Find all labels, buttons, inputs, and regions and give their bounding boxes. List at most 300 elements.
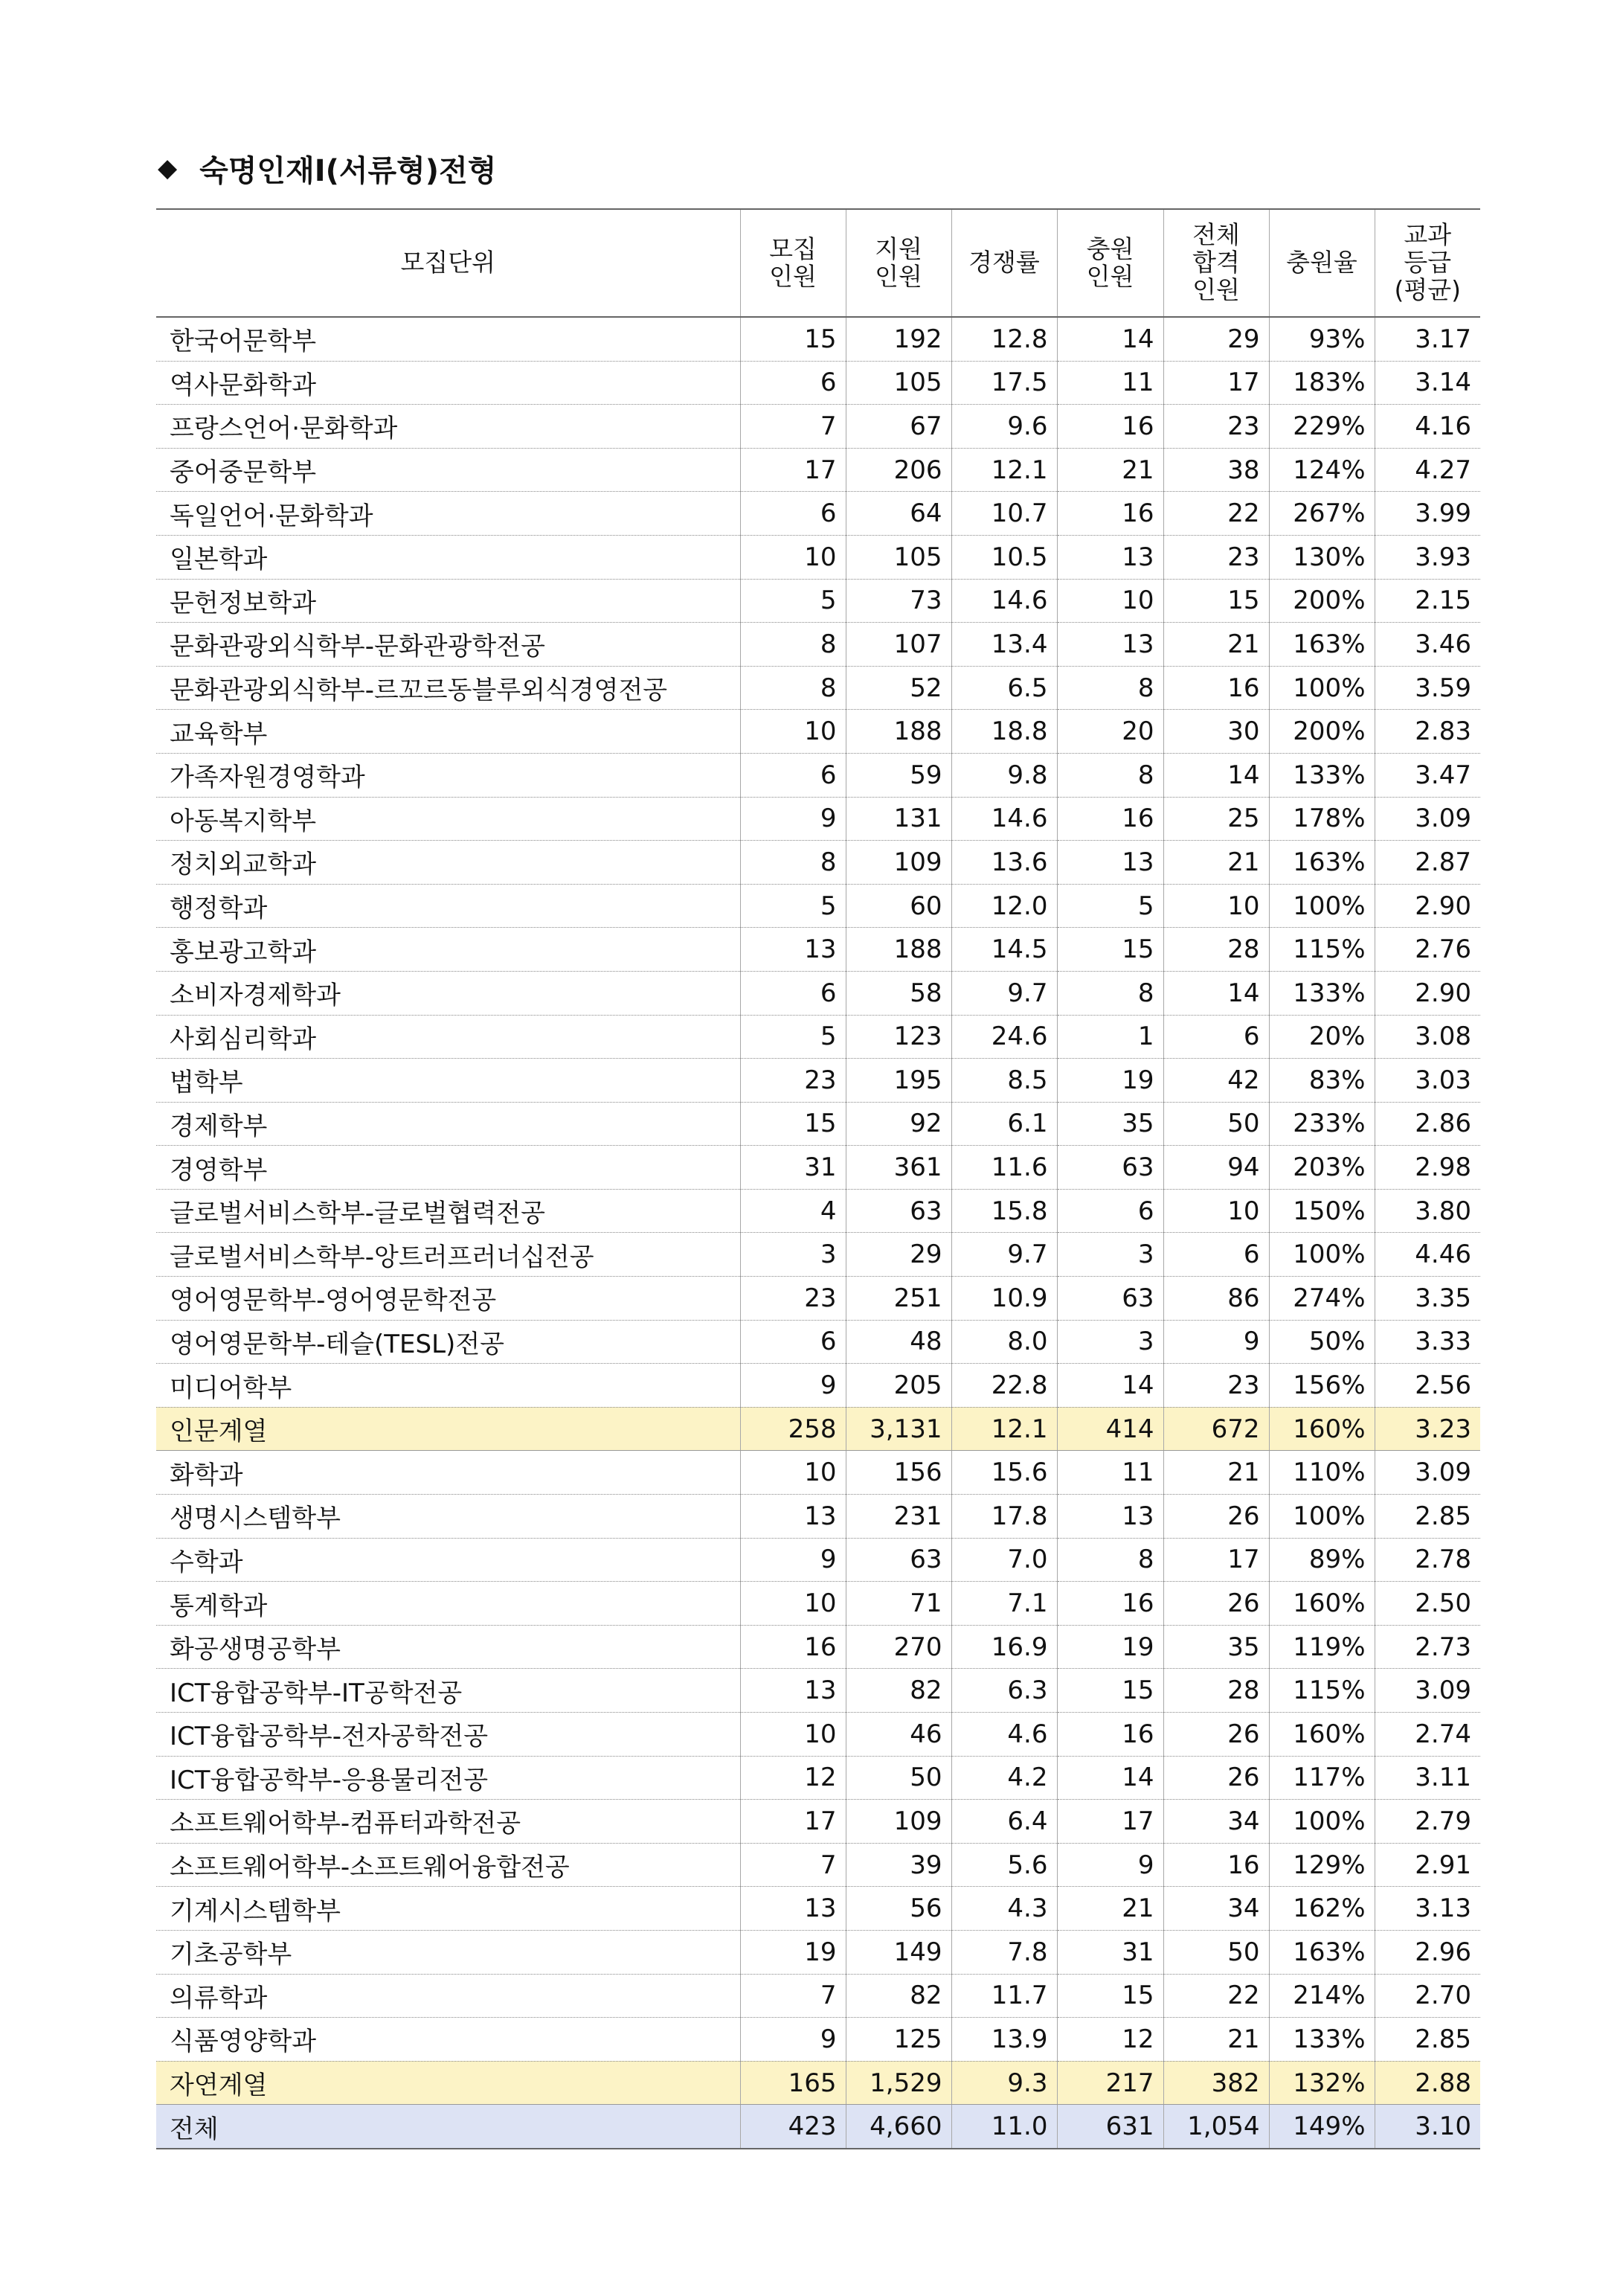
cell-competition-rate: 10.7	[951, 492, 1057, 536]
cell-applicants: 109	[846, 1800, 951, 1844]
cell-quota: 10	[740, 1451, 846, 1495]
table-row	[156, 928, 1480, 972]
cell-total-admits: 26	[1163, 1495, 1269, 1539]
cell-fill-rate: 20%	[1269, 1015, 1375, 1059]
cell-total-admits: 22	[1163, 492, 1269, 536]
section-title: 숙명인재Ⅰ(서류형)전형	[199, 153, 497, 188]
cell-additional-admits: 14	[1057, 1364, 1163, 1408]
cell-unit: 소프트웨어학부-컴퓨터과학전공	[156, 1800, 740, 1844]
cell-unit: 중어중문학부	[156, 448, 740, 492]
cell-fill-rate: 203%	[1269, 1146, 1375, 1190]
cell-grade-average: 2.76	[1375, 928, 1480, 972]
cell-fill-rate: 89%	[1269, 1538, 1375, 1582]
cell-quota: 9	[740, 797, 846, 841]
cell-total-admits: 28	[1163, 928, 1269, 972]
cell-grade-average: 2.78	[1375, 1538, 1480, 1582]
cell-quota: 13	[740, 928, 846, 972]
table-row	[156, 753, 1480, 797]
cell-fill-rate: 178%	[1269, 797, 1375, 841]
cell-quota: 15	[740, 1102, 846, 1146]
cell-fill-rate: 267%	[1269, 492, 1375, 536]
cell-quota: 5	[740, 884, 846, 928]
cell-grade-average: 3.03	[1375, 1059, 1480, 1103]
cell-additional-admits: 11	[1057, 361, 1163, 405]
cell-additional-admits: 20	[1057, 710, 1163, 754]
cell-competition-rate: 6.1	[951, 1102, 1057, 1146]
cell-additional-admits: 8	[1057, 1538, 1163, 1582]
cell-grade-average: 2.96	[1375, 1930, 1480, 1974]
cell-total-admits: 9	[1163, 1320, 1269, 1364]
cell-additional-admits: 8	[1057, 753, 1163, 797]
cell-unit: 사회심리학과	[156, 1015, 740, 1059]
cell-grade-average: 3.13	[1375, 1887, 1480, 1931]
cell-unit: 경제학부	[156, 1102, 740, 1146]
cell-grade-average: 2.90	[1375, 884, 1480, 928]
cell-applicants: 73	[846, 579, 951, 623]
table-row	[156, 1495, 1480, 1539]
cell-fill-rate: 115%	[1269, 1669, 1375, 1713]
cell-unit: 생명시스템학부	[156, 1495, 740, 1539]
cell-total-admits: 10	[1163, 1189, 1269, 1233]
cell-applicants: 105	[846, 361, 951, 405]
cell-applicants: 50	[846, 1756, 951, 1800]
cell-unit: 기계시스템학부	[156, 1887, 740, 1931]
table-row	[156, 1102, 1480, 1146]
cell-grade-average: 2.87	[1375, 841, 1480, 885]
cell-fill-rate: 149%	[1269, 2105, 1375, 2149]
cell-grade-average: 2.86	[1375, 1102, 1480, 1146]
cell-applicants: 29	[846, 1233, 951, 1277]
cell-fill-rate: 100%	[1269, 1495, 1375, 1539]
cell-total-admits: 16	[1163, 666, 1269, 710]
cell-competition-rate: 10.9	[951, 1277, 1057, 1321]
cell-fill-rate: 160%	[1269, 1407, 1375, 1451]
cell-total-admits: 14	[1163, 753, 1269, 797]
cell-fill-rate: 83%	[1269, 1059, 1375, 1103]
table-row	[156, 841, 1480, 885]
cell-applicants: 188	[846, 710, 951, 754]
cell-quota: 7	[740, 1974, 846, 2018]
cell-total-admits: 17	[1163, 361, 1269, 405]
cell-competition-rate: 12.1	[951, 448, 1057, 492]
cell-total-admits: 30	[1163, 710, 1269, 754]
cell-unit: 미디어학부	[156, 1364, 740, 1408]
cell-competition-rate: 22.8	[951, 1364, 1057, 1408]
cell-total-admits: 382	[1163, 2061, 1269, 2105]
header-competition-rate: 경쟁률	[951, 209, 1057, 317]
cell-competition-rate: 24.6	[951, 1015, 1057, 1059]
cell-competition-rate: 8.5	[951, 1059, 1057, 1103]
cell-unit: 자연계열	[156, 2061, 740, 2105]
cell-applicants: 107	[846, 623, 951, 667]
cell-quota: 423	[740, 2105, 846, 2149]
cell-grade-average: 4.27	[1375, 448, 1480, 492]
table-row	[156, 492, 1480, 536]
cell-unit: 의류학과	[156, 1974, 740, 2018]
cell-quota: 8	[740, 666, 846, 710]
cell-grade-average: 2.15	[1375, 579, 1480, 623]
cell-quota: 13	[740, 1495, 846, 1539]
header-additional-admits: 충원 인원	[1057, 209, 1163, 317]
cell-unit: 통계학과	[156, 1582, 740, 1626]
cell-total-admits: 50	[1163, 1930, 1269, 1974]
cell-grade-average: 3.10	[1375, 2105, 1480, 2149]
cell-competition-rate: 7.0	[951, 1538, 1057, 1582]
cell-fill-rate: 130%	[1269, 535, 1375, 579]
cell-competition-rate: 9.6	[951, 405, 1057, 449]
table-row	[156, 405, 1480, 449]
cell-quota: 10	[740, 710, 846, 754]
cell-grade-average: 2.91	[1375, 1843, 1480, 1887]
cell-applicants: 64	[846, 492, 951, 536]
cell-additional-admits: 13	[1057, 623, 1163, 667]
cell-unit: 독일언어·문화학과	[156, 492, 740, 536]
cell-quota: 8	[740, 623, 846, 667]
cell-additional-admits: 21	[1057, 1887, 1163, 1931]
cell-applicants: 251	[846, 1277, 951, 1321]
cell-fill-rate: 163%	[1269, 623, 1375, 667]
cell-total-admits: 21	[1163, 2018, 1269, 2062]
cell-total-admits: 28	[1163, 1669, 1269, 1713]
cell-quota: 23	[740, 1059, 846, 1103]
cell-applicants: 205	[846, 1364, 951, 1408]
cell-fill-rate: 150%	[1269, 1189, 1375, 1233]
cell-total-admits: 34	[1163, 1887, 1269, 1931]
cell-quota: 5	[740, 579, 846, 623]
cell-unit: 전체	[156, 2105, 740, 2149]
cell-fill-rate: 156%	[1269, 1364, 1375, 1408]
cell-competition-rate: 13.4	[951, 623, 1057, 667]
cell-fill-rate: 115%	[1269, 928, 1375, 972]
cell-unit: 글로벌서비스학부-앙트러프러너십전공	[156, 1233, 740, 1277]
cell-quota: 6	[740, 1320, 846, 1364]
table-row	[156, 1364, 1480, 1408]
cell-grade-average: 3.09	[1375, 1669, 1480, 1713]
table-row	[156, 1582, 1480, 1626]
cell-additional-admits: 5	[1057, 884, 1163, 928]
cell-competition-rate: 14.6	[951, 579, 1057, 623]
cell-unit: ICT융합공학부-IT공학전공	[156, 1669, 740, 1713]
cell-applicants: 39	[846, 1843, 951, 1887]
cell-additional-admits: 8	[1057, 971, 1163, 1015]
cell-additional-admits: 35	[1057, 1102, 1163, 1146]
cell-unit: ICT융합공학부-전자공학전공	[156, 1713, 740, 1757]
cell-fill-rate: 200%	[1269, 579, 1375, 623]
cell-total-admits: 23	[1163, 405, 1269, 449]
cell-additional-admits: 631	[1057, 2105, 1163, 2149]
cell-quota: 23	[740, 1277, 846, 1321]
cell-fill-rate: 183%	[1269, 361, 1375, 405]
cell-applicants: 125	[846, 2018, 951, 2062]
cell-competition-rate: 13.9	[951, 2018, 1057, 2062]
table-row	[156, 1277, 1480, 1321]
cell-unit: 정치외교학과	[156, 841, 740, 885]
cell-total-admits: 86	[1163, 1277, 1269, 1321]
subtotal-row	[156, 1407, 1480, 1451]
cell-applicants: 149	[846, 1930, 951, 1974]
header-applicants: 지원 인원	[846, 209, 951, 317]
cell-unit: 글로벌서비스학부-글로벌협력전공	[156, 1189, 740, 1233]
cell-grade-average: 3.99	[1375, 492, 1480, 536]
cell-additional-admits: 11	[1057, 1451, 1163, 1495]
table-row	[156, 448, 1480, 492]
cell-fill-rate: 163%	[1269, 1930, 1375, 1974]
header-row	[156, 209, 1480, 317]
cell-competition-rate: 4.6	[951, 1713, 1057, 1757]
cell-applicants: 270	[846, 1625, 951, 1669]
cell-grade-average: 2.85	[1375, 2018, 1480, 2062]
cell-fill-rate: 110%	[1269, 1451, 1375, 1495]
cell-quota: 15	[740, 317, 846, 361]
cell-quota: 6	[740, 492, 846, 536]
cell-fill-rate: 100%	[1269, 884, 1375, 928]
cell-competition-rate: 15.8	[951, 1189, 1057, 1233]
cell-total-admits: 15	[1163, 579, 1269, 623]
cell-applicants: 105	[846, 535, 951, 579]
cell-quota: 3	[740, 1233, 846, 1277]
cell-unit: 홍보광고학과	[156, 928, 740, 972]
cell-unit: 기초공학부	[156, 1930, 740, 1974]
cell-grade-average: 3.80	[1375, 1189, 1480, 1233]
table-row	[156, 1015, 1480, 1059]
cell-competition-rate: 9.3	[951, 2061, 1057, 2105]
table-row	[156, 1800, 1480, 1844]
cell-applicants: 60	[846, 884, 951, 928]
cell-fill-rate: 133%	[1269, 971, 1375, 1015]
cell-grade-average: 2.83	[1375, 710, 1480, 754]
cell-competition-rate: 11.0	[951, 2105, 1057, 2149]
cell-applicants: 58	[846, 971, 951, 1015]
cell-unit: 소프트웨어학부-소프트웨어융합전공	[156, 1843, 740, 1887]
cell-competition-rate: 5.6	[951, 1843, 1057, 1887]
cell-additional-admits: 13	[1057, 535, 1163, 579]
table-row	[156, 1538, 1480, 1582]
cell-applicants: 192	[846, 317, 951, 361]
cell-total-admits: 26	[1163, 1756, 1269, 1800]
cell-competition-rate: 11.7	[951, 1974, 1057, 2018]
cell-quota: 6	[740, 361, 846, 405]
cell-competition-rate: 9.7	[951, 971, 1057, 1015]
cell-additional-admits: 3	[1057, 1320, 1163, 1364]
cell-quota: 165	[740, 2061, 846, 2105]
cell-competition-rate: 14.5	[951, 928, 1057, 972]
cell-total-admits: 42	[1163, 1059, 1269, 1103]
cell-quota: 13	[740, 1669, 846, 1713]
cell-unit: 소비자경제학과	[156, 971, 740, 1015]
cell-competition-rate: 9.7	[951, 1233, 1057, 1277]
cell-competition-rate: 12.1	[951, 1407, 1057, 1451]
cell-grade-average: 4.46	[1375, 1233, 1480, 1277]
cell-total-admits: 94	[1163, 1146, 1269, 1190]
cell-quota: 10	[740, 1713, 846, 1757]
cell-competition-rate: 13.6	[951, 841, 1057, 885]
cell-additional-admits: 8	[1057, 666, 1163, 710]
cell-competition-rate: 15.6	[951, 1451, 1057, 1495]
table-row	[156, 666, 1480, 710]
cell-unit: 역사문화학과	[156, 361, 740, 405]
cell-applicants: 56	[846, 1887, 951, 1931]
cell-total-admits: 23	[1163, 1364, 1269, 1408]
cell-total-admits: 23	[1163, 535, 1269, 579]
cell-competition-rate: 7.1	[951, 1582, 1057, 1626]
cell-additional-admits: 414	[1057, 1407, 1163, 1451]
cell-competition-rate: 6.4	[951, 1800, 1057, 1844]
cell-fill-rate: 200%	[1269, 710, 1375, 754]
cell-total-admits: 35	[1163, 1625, 1269, 1669]
cell-fill-rate: 163%	[1269, 841, 1375, 885]
total-row	[156, 2105, 1480, 2149]
cell-total-admits: 25	[1163, 797, 1269, 841]
cell-quota: 7	[740, 405, 846, 449]
cell-applicants: 52	[846, 666, 951, 710]
table-row	[156, 623, 1480, 667]
cell-competition-rate: 7.8	[951, 1930, 1057, 1974]
table-row	[156, 535, 1480, 579]
cell-total-admits: 21	[1163, 1451, 1269, 1495]
cell-applicants: 131	[846, 797, 951, 841]
cell-fill-rate: 132%	[1269, 2061, 1375, 2105]
cell-grade-average: 3.11	[1375, 1756, 1480, 1800]
cell-grade-average: 2.98	[1375, 1146, 1480, 1190]
cell-total-admits: 6	[1163, 1233, 1269, 1277]
cell-fill-rate: 100%	[1269, 1233, 1375, 1277]
cell-fill-rate: 129%	[1269, 1843, 1375, 1887]
cell-competition-rate: 11.6	[951, 1146, 1057, 1190]
cell-unit: 문화관광외식학부-문화관광학전공	[156, 623, 740, 667]
header-quota: 모집 인원	[740, 209, 846, 317]
cell-unit: 식품영양학과	[156, 2018, 740, 2062]
cell-competition-rate: 12.8	[951, 317, 1057, 361]
cell-competition-rate: 6.3	[951, 1669, 1057, 1713]
cell-unit: 교육학부	[156, 710, 740, 754]
subtotal-row	[156, 2061, 1480, 2105]
cell-quota: 31	[740, 1146, 846, 1190]
cell-competition-rate: 12.0	[951, 884, 1057, 928]
cell-unit: 한국어문학부	[156, 317, 740, 361]
cell-unit: 일본학과	[156, 535, 740, 579]
table-body	[156, 317, 1480, 2149]
header-fill-rate: 충원율	[1269, 209, 1375, 317]
cell-quota: 5	[740, 1015, 846, 1059]
section-heading	[158, 146, 496, 190]
table-row	[156, 1059, 1480, 1103]
cell-grade-average: 2.74	[1375, 1713, 1480, 1757]
cell-fill-rate: 133%	[1269, 753, 1375, 797]
cell-competition-rate: 4.2	[951, 1756, 1057, 1800]
cell-applicants: 63	[846, 1189, 951, 1233]
cell-additional-admits: 13	[1057, 841, 1163, 885]
cell-unit: 인문계열	[156, 1407, 740, 1451]
cell-competition-rate: 17.8	[951, 1495, 1057, 1539]
cell-unit: 화공생명공학부	[156, 1625, 740, 1669]
cell-total-admits: 6	[1163, 1015, 1269, 1059]
cell-applicants: 123	[846, 1015, 951, 1059]
cell-applicants: 231	[846, 1495, 951, 1539]
cell-quota: 17	[740, 1800, 846, 1844]
table-row	[156, 361, 1480, 405]
admission-results-table	[156, 208, 1480, 2149]
cell-additional-admits: 217	[1057, 2061, 1163, 2105]
cell-quota: 19	[740, 1930, 846, 1974]
cell-additional-admits: 19	[1057, 1059, 1163, 1103]
cell-fill-rate: 274%	[1269, 1277, 1375, 1321]
cell-grade-average: 2.88	[1375, 2061, 1480, 2105]
cell-unit: 영어영문학부-영어영문학전공	[156, 1277, 740, 1321]
cell-grade-average: 3.08	[1375, 1015, 1480, 1059]
cell-additional-admits: 21	[1057, 448, 1163, 492]
cell-total-admits: 1,054	[1163, 2105, 1269, 2149]
cell-quota: 6	[740, 753, 846, 797]
cell-applicants: 361	[846, 1146, 951, 1190]
cell-unit: 영어영문학부-테슬(TESL)전공	[156, 1320, 740, 1364]
cell-competition-rate: 4.3	[951, 1887, 1057, 1931]
cell-grade-average: 3.93	[1375, 535, 1480, 579]
cell-quota: 4	[740, 1189, 846, 1233]
cell-total-admits: 26	[1163, 1713, 1269, 1757]
cell-grade-average: 2.79	[1375, 1800, 1480, 1844]
cell-quota: 17	[740, 448, 846, 492]
cell-additional-admits: 16	[1057, 492, 1163, 536]
cell-fill-rate: 100%	[1269, 666, 1375, 710]
cell-applicants: 195	[846, 1059, 951, 1103]
cell-total-admits: 16	[1163, 1843, 1269, 1887]
cell-fill-rate: 50%	[1269, 1320, 1375, 1364]
cell-unit: 문화관광외식학부-르꼬르동블루외식경영전공	[156, 666, 740, 710]
cell-additional-admits: 15	[1057, 1974, 1163, 2018]
cell-unit: 가족자원경영학과	[156, 753, 740, 797]
table-row	[156, 710, 1480, 754]
table-row	[156, 1451, 1480, 1495]
cell-total-admits: 38	[1163, 448, 1269, 492]
cell-fill-rate: 100%	[1269, 1800, 1375, 1844]
cell-additional-admits: 15	[1057, 928, 1163, 972]
cell-unit: 수학과	[156, 1538, 740, 1582]
cell-grade-average: 3.59	[1375, 666, 1480, 710]
table-row	[156, 1756, 1480, 1800]
cell-unit: 화학과	[156, 1451, 740, 1495]
cell-applicants: 109	[846, 841, 951, 885]
cell-grade-average: 3.17	[1375, 317, 1480, 361]
cell-competition-rate: 6.5	[951, 666, 1057, 710]
cell-fill-rate: 162%	[1269, 1887, 1375, 1931]
cell-quota: 6	[740, 971, 846, 1015]
cell-applicants: 92	[846, 1102, 951, 1146]
table-row	[156, 1233, 1480, 1277]
cell-applicants: 82	[846, 1974, 951, 2018]
cell-additional-admits: 13	[1057, 1495, 1163, 1539]
cell-total-admits: 21	[1163, 623, 1269, 667]
cell-total-admits: 21	[1163, 841, 1269, 885]
cell-quota: 9	[740, 1538, 846, 1582]
cell-additional-admits: 1	[1057, 1015, 1163, 1059]
table-row	[156, 797, 1480, 841]
table-row	[156, 579, 1480, 623]
cell-additional-admits: 31	[1057, 1930, 1163, 1974]
cell-fill-rate: 93%	[1269, 317, 1375, 361]
cell-grade-average: 2.56	[1375, 1364, 1480, 1408]
cell-quota: 8	[740, 841, 846, 885]
cell-additional-admits: 16	[1057, 797, 1163, 841]
header-total-admits: 전체 합격 인원	[1163, 209, 1269, 317]
cell-grade-average: 3.47	[1375, 753, 1480, 797]
cell-total-admits: 34	[1163, 1800, 1269, 1844]
cell-additional-admits: 3	[1057, 1233, 1163, 1277]
cell-unit: 아동복지학부	[156, 797, 740, 841]
cell-additional-admits: 63	[1057, 1277, 1163, 1321]
cell-grade-average: 2.85	[1375, 1495, 1480, 1539]
cell-applicants: 206	[846, 448, 951, 492]
cell-applicants: 46	[846, 1713, 951, 1757]
